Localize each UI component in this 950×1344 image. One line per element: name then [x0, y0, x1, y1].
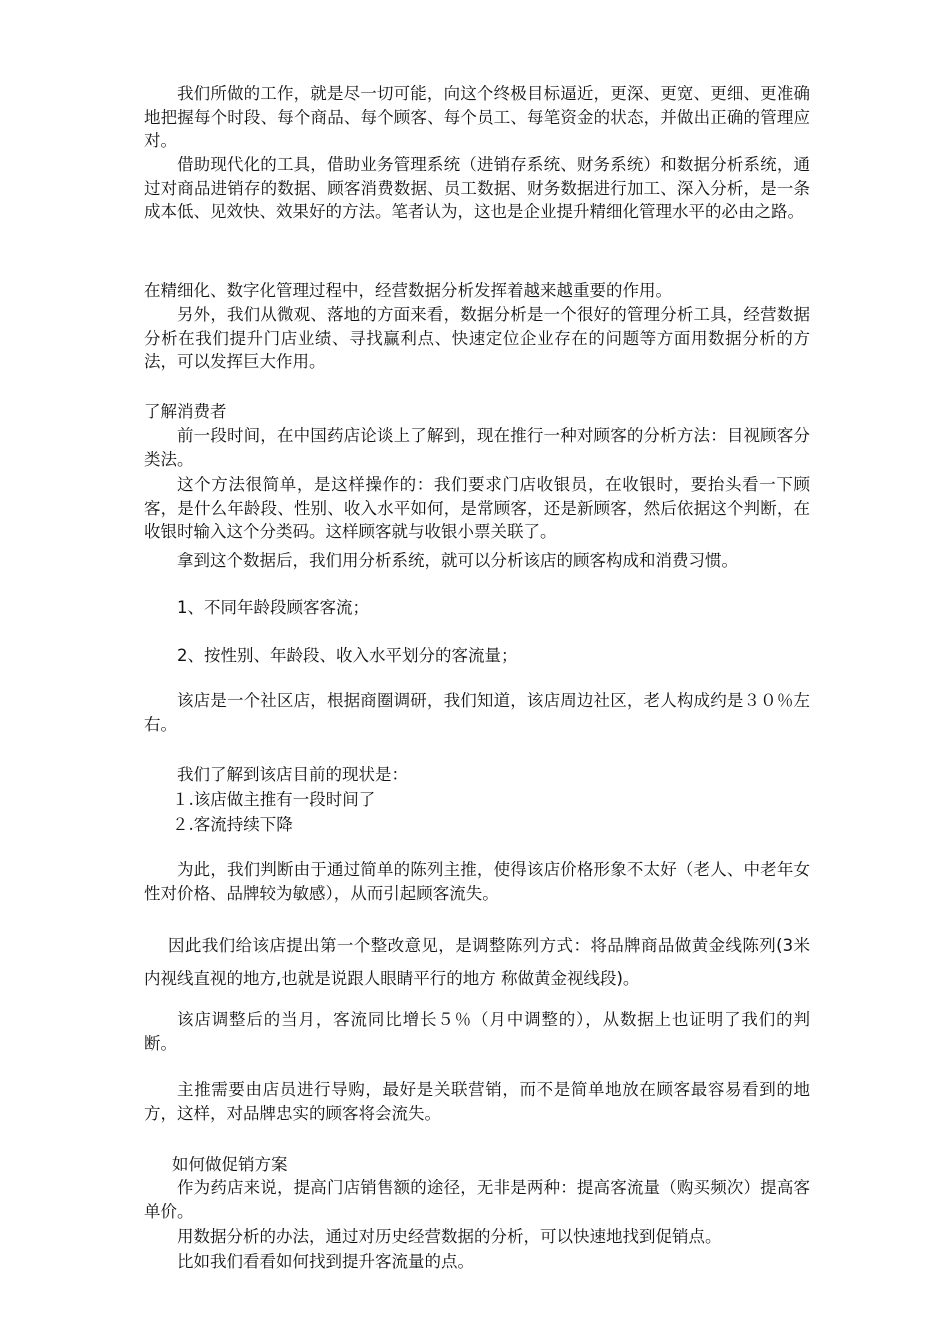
- paragraph-community-store: 该店是一个社区店，根据商圈调研，我们知道，该店周边社区，老人构成约是３０％左右。: [144, 691, 810, 734]
- paragraph-guided-selling: 主推需要由店员进行导购，最好是关联营销，而不是简单地放在顾客最容易看到的地方，这样，对品牌忠实的顾客将会流失。: [144, 1080, 810, 1123]
- paragraph-judgment: 为此，我们判断由于通过简单的陈列主推，使得该店价格形象不太好（老人、中老年女性对价格、品牌较为敏感），从而引起顾客流失。: [144, 860, 810, 903]
- paragraph-rectification-advice: 因此我们给该店提出第一个整改意见，是调整陈列方式：将品牌商品做黄金线陈列(3米内视线直视的地方,也就是说跟人眼睛平行的地方 称做黄金视线段)。: [144, 936, 810, 988]
- paragraph-visual-classification: 前一段时间，在中国药店论谈上了解到，现在推行一种对顾客的分析方法：目视顾客分类法。: [144, 426, 810, 469]
- paragraph-find-promotion-points: 用数据分析的办法，通过对历史经营数据的分析，可以快速地找到促销点。: [177, 1227, 722, 1246]
- paragraph-traffic-points: 比如我们看看如何找到提升客流量的点。: [177, 1252, 474, 1271]
- paragraph-adjustment-result: 该店调整后的当月，客流同比增长５％（月中调整的），从数据上也证明了我们的判断。: [144, 1010, 810, 1053]
- section-heading-promotion-plan: 如何做促销方案: [172, 1155, 288, 1174]
- paragraph-analysis-system: 拿到这个数据后，我们用分析系统，就可以分析该店的顾客构成和消费习惯。: [177, 551, 738, 570]
- paragraph-method-operation: 这个方法很简单，是这样操作的：我们要求门店收银员，在收银时，要抬头看一下顾客，是什么年龄段、性别、收入水平如何，是常顾客，还是新顾客，然后依据这个判断，在收银时输入这个分类码。这样顾客就与收银小票关联了。: [144, 475, 810, 541]
- paragraph-work-goal: 我们所做的工作，就是尽一切可能，向这个终极目标逼近，更深、更宽、更细、更准确地把握每个时段、每个商品、每个顾客、每个员工、每笔资金的状态，并做出正确的管理应对。: [144, 84, 810, 150]
- list-item-age-group-traffic: 1、不同年龄段顾客客流；: [177, 598, 369, 617]
- section-heading-understand-consumers: 了解消费者: [144, 402, 227, 421]
- paragraph-increase-sales: 作为药店来说，提高门店销售额的途径，无非是两种：提高客流量（购买频次）提高客单价。: [144, 1178, 810, 1221]
- paragraph-current-status: 我们了解到该店目前的现状是：: [177, 765, 408, 784]
- list-item-promotion-period: １.该店做主推有一段时间了: [172, 790, 376, 809]
- list-item-gender-income-traffic: 2、按性别、年龄段、收入水平划分的客流量；: [177, 646, 518, 665]
- paragraph-modern-tools: 借助现代化的工具，借助业务管理系统（进销存系统、财务系统）和数据分析系统，通过对商品进销存的数据、顾客消费数据、员工数据、财务数据进行加工、深入分析，是一条成本低、见效快、效果好的方法。笔者认为，这也是企业提升精细化管理水平的必由之路。: [144, 155, 810, 221]
- list-item-traffic-decline: ２.客流持续下降: [172, 815, 293, 834]
- paragraph-refined-management: 在精细化、数字化管理过程中，经营数据分析发挥着越来越重要的作用。: [144, 281, 672, 300]
- paragraph-data-analysis-tool: 另外，我们从微观、落地的方面来看，数据分析是一个很好的管理分析工具，经营数据分析在我们提升门店业绩、寻找赢利点、快速定位企业存在的问题等方面用数据分析的方法，可以发挥巨大作用。: [144, 305, 810, 371]
